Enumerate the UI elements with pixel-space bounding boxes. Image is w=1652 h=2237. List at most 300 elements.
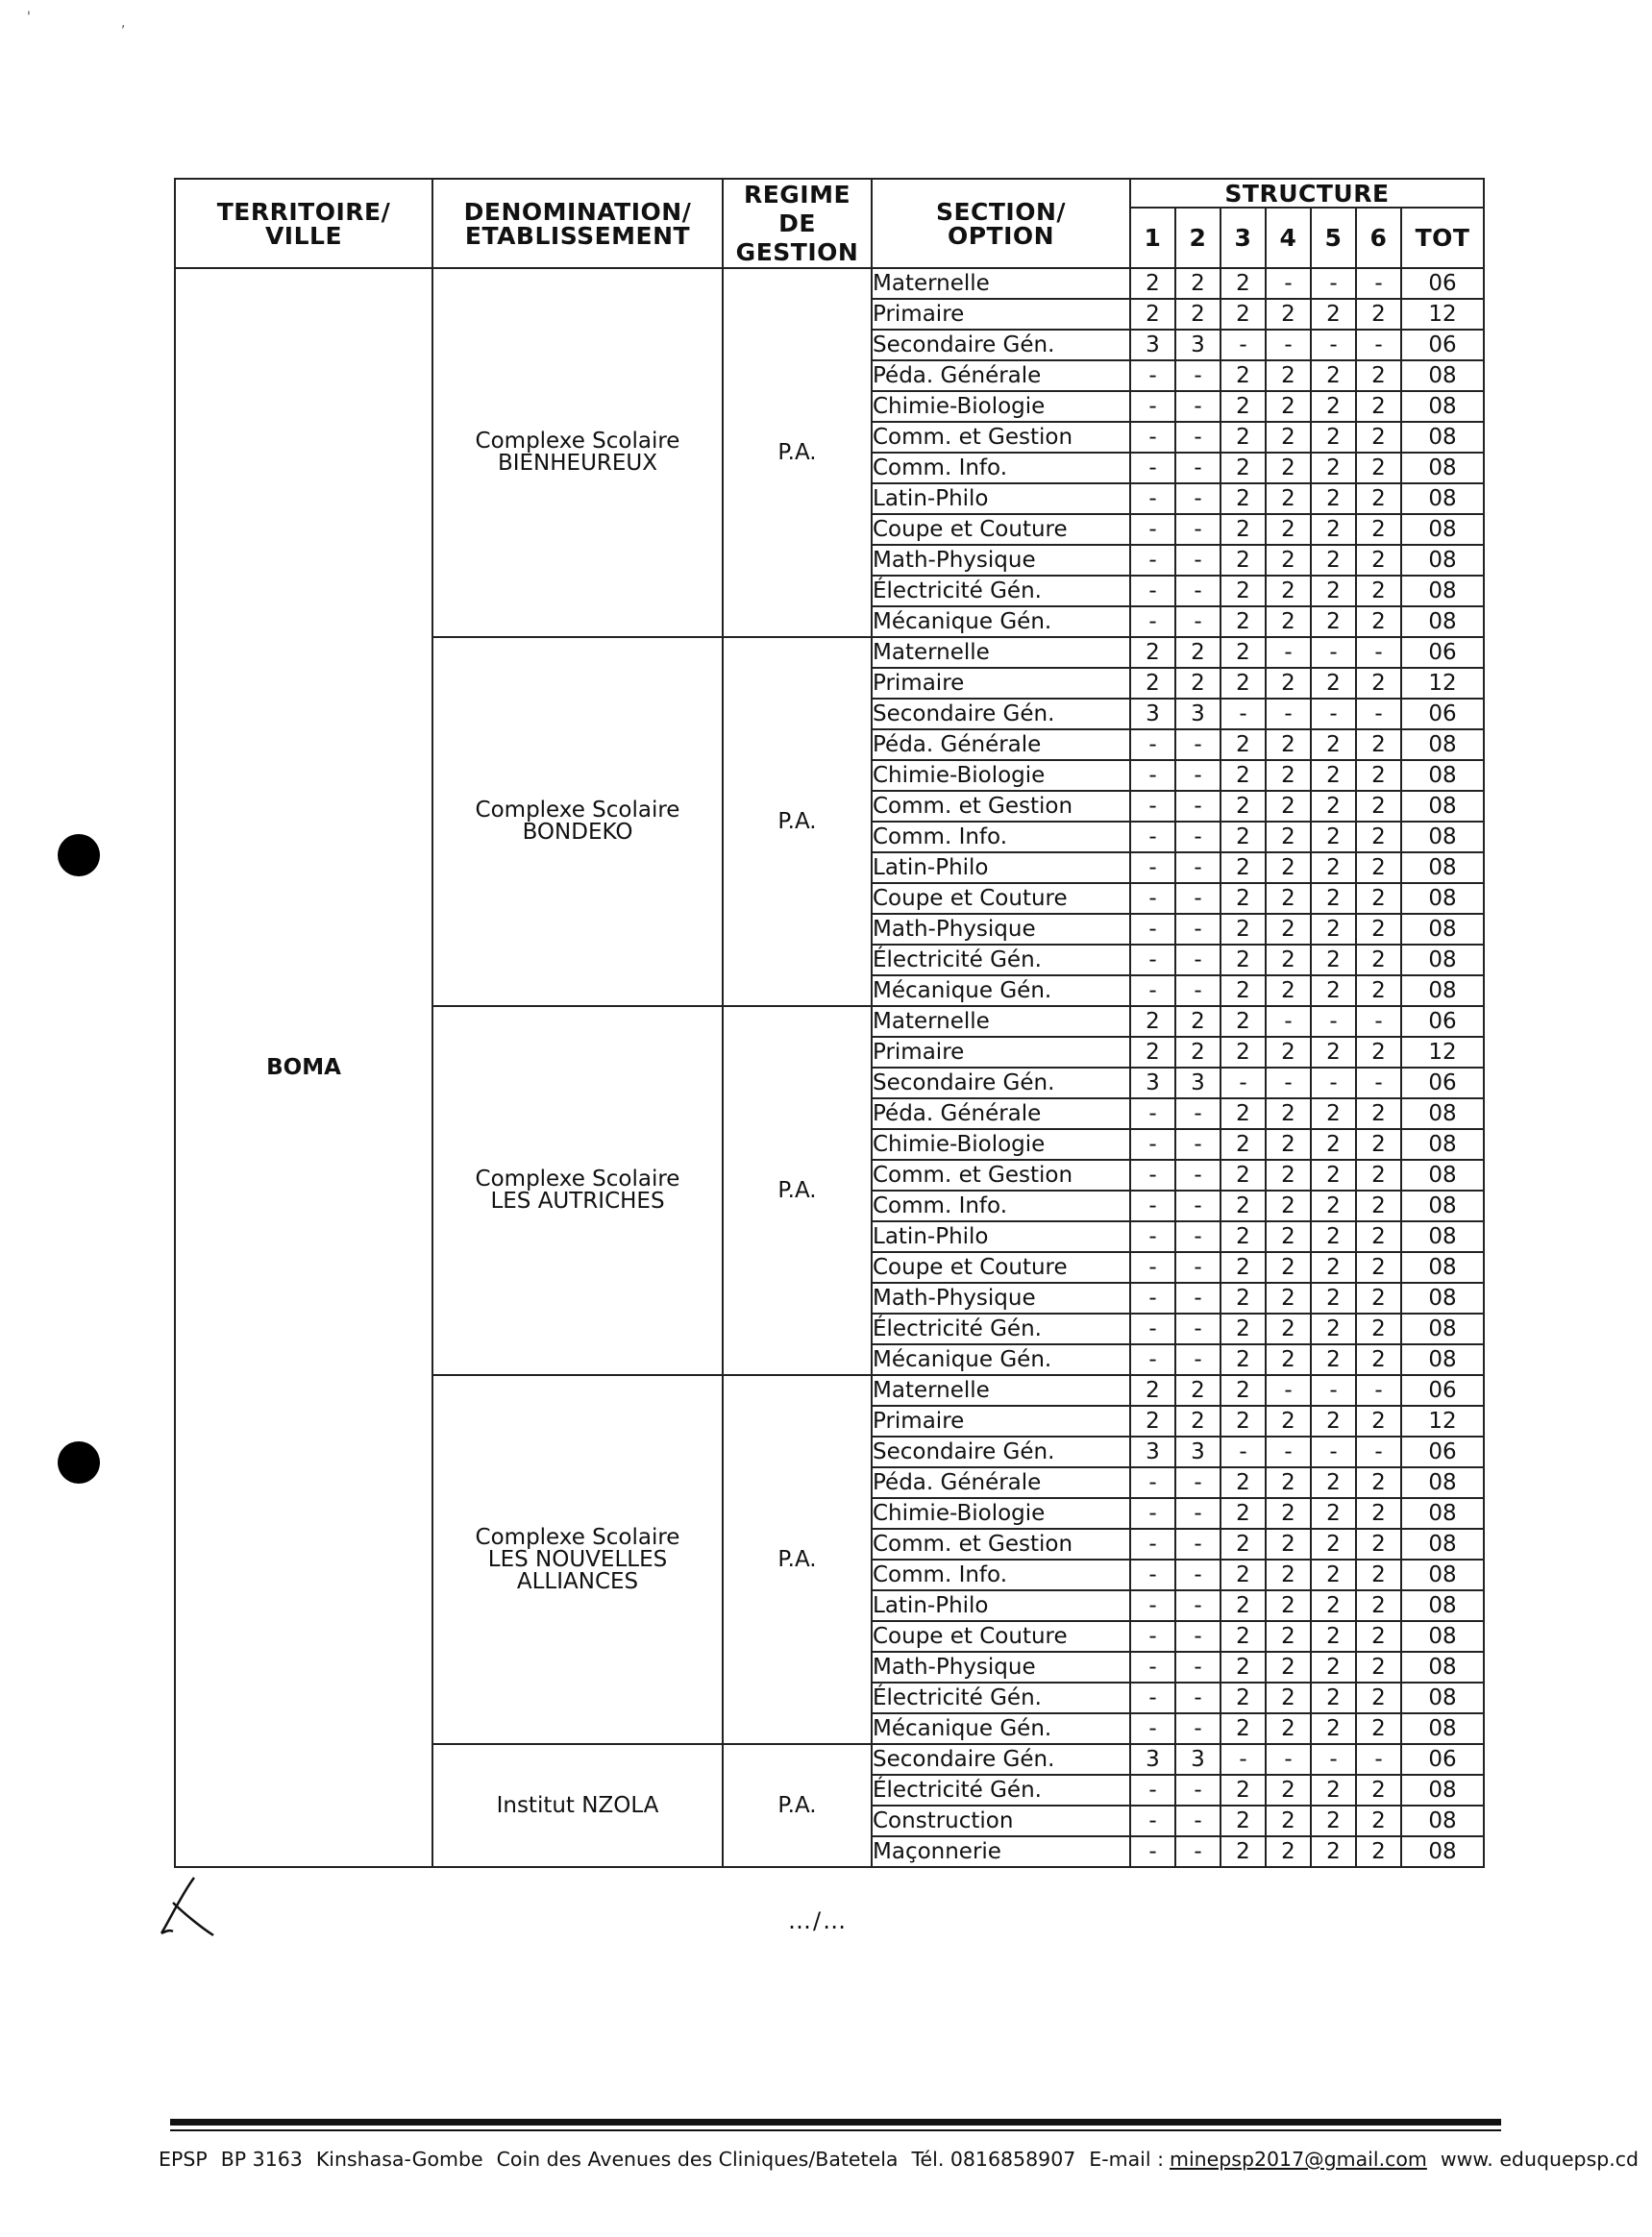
year-5-count: 2 [1311,1221,1356,1252]
header-section: SECTION/ OPTION [872,179,1130,268]
year-4-count: 2 [1266,1129,1311,1160]
total-count: 06 [1401,699,1484,729]
total-count: 12 [1401,1037,1484,1068]
year-4-count: 2 [1266,1160,1311,1191]
year-6-count: 2 [1356,1836,1401,1867]
section-option: Latin-Philo [872,483,1130,514]
year-1-count: - [1130,729,1175,760]
scan-mark: , [121,15,126,31]
year-5-count: 2 [1311,1160,1356,1191]
year-1-count: 3 [1130,699,1175,729]
year-3-count: 2 [1221,268,1266,299]
year-5-count: 2 [1311,1806,1356,1836]
year-1-count: - [1130,1806,1175,1836]
section-option: Chimie-Biologie [872,1129,1130,1160]
total-count: 06 [1401,637,1484,668]
year-3-count: 2 [1221,1590,1266,1621]
year-5-count: 2 [1311,1098,1356,1129]
year-1-count: - [1130,852,1175,883]
year-4-count: 2 [1266,914,1311,945]
year-6-count: - [1356,1068,1401,1098]
year-3-count: - [1221,699,1266,729]
year-6-count: 2 [1356,729,1401,760]
year-1-count: - [1130,1252,1175,1283]
year-5-count: 2 [1311,453,1356,483]
year-4-count: 2 [1266,576,1311,606]
year-6-count: 2 [1356,422,1401,453]
year-5-count: 2 [1311,852,1356,883]
total-count: 08 [1401,1590,1484,1621]
year-4-count: 2 [1266,1314,1311,1344]
section-option: Latin-Philo [872,852,1130,883]
year-2-count: - [1175,729,1221,760]
section-option: Coupe et Couture [872,514,1130,545]
year-5-count: 2 [1311,791,1356,822]
year-1-count: - [1130,1221,1175,1252]
year-1-count: - [1130,1836,1175,1867]
total-count: 08 [1401,1836,1484,1867]
year-2-count: - [1175,760,1221,791]
total-count: 08 [1401,791,1484,822]
total-count: 08 [1401,883,1484,914]
year-6-count: 2 [1356,1806,1401,1836]
year-5-count: 2 [1311,1344,1356,1375]
year-1-count: - [1130,760,1175,791]
section-option: Électricité Gén. [872,1683,1130,1713]
section-option: Électricité Gén. [872,945,1130,975]
total-count: 12 [1401,1406,1484,1437]
section-option: Latin-Philo [872,1221,1130,1252]
year-4-count: 2 [1266,1467,1311,1498]
year-2-count: - [1175,360,1221,391]
total-count: 08 [1401,1683,1484,1713]
year-2-count: - [1175,1560,1221,1590]
year-3-count: 2 [1221,299,1266,330]
year-5-count: 2 [1311,1713,1356,1744]
year-4-count: 2 [1266,1098,1311,1129]
year-3-count: - [1221,1068,1266,1098]
year-1-count: 2 [1130,668,1175,699]
year-1-count: 3 [1130,330,1175,360]
year-6-count: 2 [1356,668,1401,699]
year-5-count: 2 [1311,1652,1356,1683]
year-5-count: 2 [1311,914,1356,945]
year-5-count: 2 [1311,1191,1356,1221]
year-3-count: 2 [1221,975,1266,1006]
total-count: 08 [1401,1467,1484,1498]
year-5-count: 2 [1311,1467,1356,1498]
year-5-count: - [1311,268,1356,299]
year-4-count: 2 [1266,391,1311,422]
section-option: Primaire [872,1406,1130,1437]
year-3-count: 2 [1221,1098,1266,1129]
total-count: 08 [1401,1283,1484,1314]
section-option: Chimie-Biologie [872,760,1130,791]
total-count: 08 [1401,360,1484,391]
year-2-count: - [1175,791,1221,822]
year-2-count: - [1175,945,1221,975]
year-2-count: - [1175,453,1221,483]
year-4-count: 2 [1266,975,1311,1006]
school-name: Complexe Scolaire BONDEKO [432,637,723,1006]
year-2-count: - [1175,1590,1221,1621]
total-count: 06 [1401,330,1484,360]
year-6-count: 2 [1356,299,1401,330]
year-4-count: 2 [1266,883,1311,914]
total-count: 08 [1401,1129,1484,1160]
year-6-count: 2 [1356,1098,1401,1129]
total-count: 12 [1401,668,1484,699]
year-2-count: - [1175,1098,1221,1129]
total-count: 08 [1401,945,1484,975]
school-regime: P.A. [723,1744,872,1867]
year-1-count: - [1130,791,1175,822]
year-1-count: - [1130,975,1175,1006]
footer-email-label: E-mail : [1089,2148,1164,2171]
year-5-count: 2 [1311,299,1356,330]
section-option: Maternelle [872,637,1130,668]
year-5-count: 2 [1311,483,1356,514]
year-6-count: - [1356,330,1401,360]
year-3-count: 2 [1221,1129,1266,1160]
year-1-count: 3 [1130,1068,1175,1098]
year-3-count: 2 [1221,1160,1266,1191]
school-name: Complexe Scolaire BIENHEUREUX [432,268,723,637]
section-option: Maçonnerie [872,1836,1130,1867]
footer-city: Kinshasa-Gombe [315,2148,483,2171]
year-6-count: 2 [1356,852,1401,883]
year-1-count: 2 [1130,1037,1175,1068]
year-1-count: - [1130,1621,1175,1652]
year-4-count: - [1266,1068,1311,1098]
year-2-count: 3 [1175,699,1221,729]
year-6-count: - [1356,268,1401,299]
year-1-count: - [1130,1775,1175,1806]
section-option: Comm. Info. [872,1191,1130,1221]
year-3-count: 2 [1221,822,1266,852]
year-3-count: 2 [1221,1406,1266,1437]
section-option: Secondaire Gén. [872,330,1130,360]
total-count: 06 [1401,1375,1484,1406]
header-regime: REGIME DE GESTION [723,179,872,268]
year-6-count: 2 [1356,1283,1401,1314]
year-4-count: 2 [1266,360,1311,391]
year-4-count: 2 [1266,1037,1311,1068]
section-option: Latin-Philo [872,1590,1130,1621]
year-2-count: 2 [1175,299,1221,330]
year-2-count: - [1175,1713,1221,1744]
footer-org: EPSP [159,2148,208,2171]
year-1-count: - [1130,1129,1175,1160]
year-4-count: 2 [1266,760,1311,791]
school-regime: P.A. [723,1006,872,1375]
year-2-count: - [1175,391,1221,422]
year-4-count: 2 [1266,1621,1311,1652]
year-2-count: - [1175,852,1221,883]
year-6-count: - [1356,1006,1401,1037]
year-4-count: 2 [1266,1806,1311,1836]
total-count: 08 [1401,422,1484,453]
year-4-count: 2 [1266,545,1311,576]
header-year-1: 1 [1130,208,1175,268]
year-5-count: 2 [1311,729,1356,760]
year-4-count: - [1266,699,1311,729]
year-3-count: 2 [1221,606,1266,637]
total-count: 08 [1401,1775,1484,1806]
year-5-count: 2 [1311,945,1356,975]
year-2-count: - [1175,514,1221,545]
year-2-count: - [1175,1191,1221,1221]
year-1-count: - [1130,1467,1175,1498]
year-5-count: - [1311,1006,1356,1037]
footer-bp: BP 3163 [220,2148,303,2171]
year-1-count: - [1130,914,1175,945]
year-6-count: 2 [1356,483,1401,514]
footer-website-link[interactable]: www. eduquepsp.cd [1440,2148,1640,2171]
year-1-count: - [1130,514,1175,545]
year-1-count: - [1130,453,1175,483]
header-year-6: 6 [1356,208,1401,268]
year-3-count: 2 [1221,914,1266,945]
year-2-count: - [1175,1683,1221,1713]
section-option: Mécanique Gén. [872,975,1130,1006]
year-2-count: - [1175,422,1221,453]
year-1-count: - [1130,1344,1175,1375]
total-count: 08 [1401,1314,1484,1344]
section-option: Comm. Info. [872,453,1130,483]
total-count: 08 [1401,1344,1484,1375]
year-2-count: 2 [1175,1006,1221,1037]
year-4-count: 2 [1266,852,1311,883]
year-3-count: - [1221,330,1266,360]
year-4-count: 2 [1266,1529,1311,1560]
year-1-count: - [1130,883,1175,914]
year-1-count: - [1130,945,1175,975]
section-option: Mécanique Gén. [872,1713,1130,1744]
year-4-count: - [1266,1437,1311,1467]
year-1-count: 2 [1130,1406,1175,1437]
year-5-count: 2 [1311,1683,1356,1713]
school-name: Complexe Scolaire LES AUTRICHES [432,1006,723,1375]
year-3-count: 2 [1221,1314,1266,1344]
year-2-count: 2 [1175,268,1221,299]
year-2-count: 3 [1175,1437,1221,1467]
year-4-count: 2 [1266,668,1311,699]
year-4-count: 2 [1266,514,1311,545]
table-row [175,268,1484,299]
year-1-count: 2 [1130,268,1175,299]
year-6-count: - [1356,1744,1401,1775]
footer-address [159,2148,1640,2171]
year-6-count: - [1356,1437,1401,1467]
year-4-count: 2 [1266,1775,1311,1806]
year-3-count: 2 [1221,1836,1266,1867]
year-3-count: 2 [1221,576,1266,606]
year-1-count: - [1130,822,1175,852]
year-2-count: - [1175,1836,1221,1867]
year-3-count: 2 [1221,1498,1266,1529]
year-2-count: - [1175,1252,1221,1283]
year-6-count: 2 [1356,791,1401,822]
year-5-count: 2 [1311,514,1356,545]
table-body [175,268,1484,1867]
year-5-count: 2 [1311,760,1356,791]
year-6-count: 2 [1356,975,1401,1006]
year-2-count: 2 [1175,1406,1221,1437]
year-1-count: - [1130,1683,1175,1713]
section-option: Construction [872,1806,1130,1836]
total-count: 08 [1401,822,1484,852]
footer-address-line: Coin des Avenues des Cliniques/Batetela [496,2148,899,2171]
section-option: Math-Physique [872,914,1130,945]
year-6-count: 2 [1356,576,1401,606]
scan-mark: ' [27,10,31,25]
year-4-count: - [1266,268,1311,299]
total-count: 08 [1401,852,1484,883]
year-1-count: - [1130,1191,1175,1221]
year-1-count: - [1130,1160,1175,1191]
year-3-count: - [1221,1437,1266,1467]
section-option: Comm. et Gestion [872,422,1130,453]
year-5-count: 2 [1311,1775,1356,1806]
year-4-count: - [1266,637,1311,668]
year-6-count: 2 [1356,822,1401,852]
year-4-count: 2 [1266,1590,1311,1621]
total-count: 08 [1401,1221,1484,1252]
year-2-count: - [1175,1621,1221,1652]
year-2-count: 3 [1175,330,1221,360]
punch-hole-bottom [58,1441,100,1484]
section-option: Coupe et Couture [872,1252,1130,1283]
year-3-count: 2 [1221,1621,1266,1652]
year-3-count: 2 [1221,1006,1266,1037]
section-option: Math-Physique [872,1652,1130,1683]
section-option: Péda. Générale [872,360,1130,391]
year-3-count: 2 [1221,729,1266,760]
section-option: Comm. Info. [872,1560,1130,1590]
year-3-count: 2 [1221,1713,1266,1744]
total-count: 06 [1401,1744,1484,1775]
section-option: Secondaire Gén. [872,699,1130,729]
year-6-count: 2 [1356,1037,1401,1068]
year-2-count: 3 [1175,1744,1221,1775]
school-name: Institut NZOLA [432,1744,723,1867]
total-count: 08 [1401,1652,1484,1683]
section-option: Mécanique Gén. [872,1344,1130,1375]
year-2-count: - [1175,1283,1221,1314]
year-3-count: 2 [1221,637,1266,668]
year-1-count: 2 [1130,1375,1175,1406]
year-3-count: 2 [1221,1529,1266,1560]
year-5-count: 2 [1311,360,1356,391]
schools-structure-table [174,178,1485,1868]
total-count: 08 [1401,1560,1484,1590]
year-6-count: 2 [1356,514,1401,545]
section-option: Chimie-Biologie [872,391,1130,422]
year-4-count: - [1266,1744,1311,1775]
year-4-count: 2 [1266,1652,1311,1683]
year-5-count: 2 [1311,576,1356,606]
year-1-count: - [1130,422,1175,453]
section-option: Coupe et Couture [872,883,1130,914]
school-name: Complexe Scolaire LES NOUVELLES ALLIANCES [432,1375,723,1744]
year-4-count: 2 [1266,1498,1311,1529]
year-5-count: 2 [1311,1529,1356,1560]
section-option: Maternelle [872,1006,1130,1037]
total-count: 06 [1401,1437,1484,1467]
year-3-count: 2 [1221,1806,1266,1836]
year-5-count: - [1311,1068,1356,1098]
year-5-count: 2 [1311,1590,1356,1621]
year-3-count: 2 [1221,668,1266,699]
year-5-count: 2 [1311,1406,1356,1437]
year-6-count: - [1356,699,1401,729]
year-6-count: 2 [1356,1191,1401,1221]
year-2-count: 2 [1175,637,1221,668]
year-5-count: 2 [1311,975,1356,1006]
year-3-count: 2 [1221,453,1266,483]
year-3-count: 2 [1221,1283,1266,1314]
total-count: 08 [1401,1713,1484,1744]
year-4-count: 2 [1266,1344,1311,1375]
year-6-count: - [1356,637,1401,668]
year-3-count: 2 [1221,1775,1266,1806]
year-2-count: - [1175,1160,1221,1191]
year-3-count: 2 [1221,1191,1266,1221]
year-2-count: - [1175,1344,1221,1375]
year-5-count: - [1311,1744,1356,1775]
year-3-count: 2 [1221,1652,1266,1683]
year-6-count: 2 [1356,1129,1401,1160]
year-3-count: 2 [1221,1683,1266,1713]
total-count: 06 [1401,1006,1484,1037]
year-4-count: 2 [1266,1191,1311,1221]
section-option: Math-Physique [872,1283,1130,1314]
year-3-count: 2 [1221,1375,1266,1406]
year-3-count: 2 [1221,1344,1266,1375]
section-option: Math-Physique [872,545,1130,576]
year-6-count: 2 [1356,1560,1401,1590]
year-1-count: - [1130,483,1175,514]
year-4-count: 2 [1266,1283,1311,1314]
year-2-count: - [1175,975,1221,1006]
year-5-count: 2 [1311,822,1356,852]
year-2-count: - [1175,822,1221,852]
section-option: Primaire [872,1037,1130,1068]
year-4-count: 2 [1266,422,1311,453]
section-option: Coupe et Couture [872,1621,1130,1652]
year-6-count: 2 [1356,1314,1401,1344]
year-1-count: - [1130,360,1175,391]
total-count: 08 [1401,1098,1484,1129]
year-6-count: 2 [1356,883,1401,914]
year-2-count: - [1175,883,1221,914]
year-2-count: - [1175,1129,1221,1160]
year-6-count: 2 [1356,1775,1401,1806]
year-5-count: 2 [1311,1037,1356,1068]
year-5-count: 2 [1311,545,1356,576]
year-4-count: 2 [1266,1221,1311,1252]
section-option: Électricité Gén. [872,576,1130,606]
footer-email-link[interactable]: minepsp2017@gmail.com [1169,2148,1427,2171]
total-count: 08 [1401,975,1484,1006]
year-4-count: 2 [1266,791,1311,822]
year-4-count: 2 [1266,1252,1311,1283]
total-count: 08 [1401,729,1484,760]
year-6-count: 2 [1356,1467,1401,1498]
year-6-count: 2 [1356,945,1401,975]
footer-rule-thick [170,2119,1501,2126]
